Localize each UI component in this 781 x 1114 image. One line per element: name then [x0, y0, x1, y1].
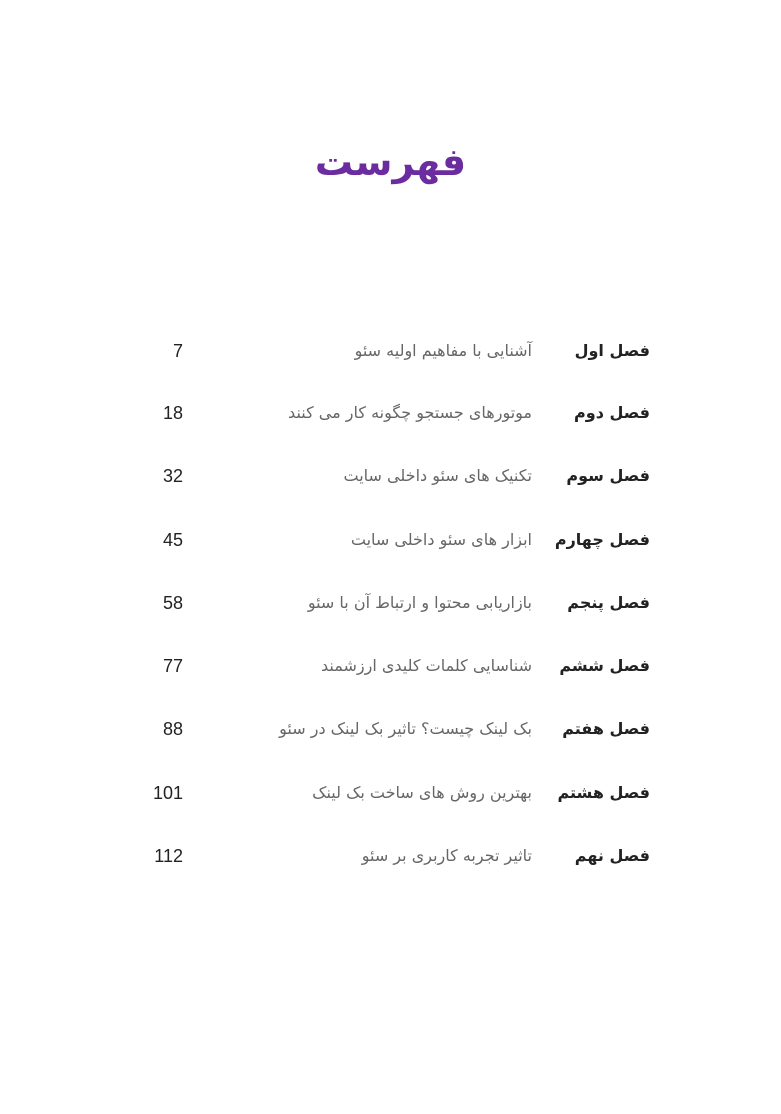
chapter-title: ابزار های سئو داخلی سایت	[350, 530, 532, 549]
toc-entry[interactable]	[0, 656, 781, 686]
page-number: 7	[172, 341, 183, 361]
chapter-label: فصل چهارم	[554, 530, 650, 549]
toc-entry[interactable]	[0, 783, 781, 813]
chapter-label: فصل هفتم	[562, 719, 650, 738]
page-number: 58	[162, 593, 183, 613]
page-number: 45	[162, 530, 183, 550]
chapter-title: موتورهای جستجو چگونه کار می کنند	[288, 403, 532, 422]
toc-entry[interactable]	[0, 719, 781, 749]
chapter-label: فصل اول	[574, 341, 650, 360]
toc-entry[interactable]	[0, 530, 781, 560]
chapter-label: فصل هشتم	[557, 783, 650, 802]
chapter-label: فصل سوم	[566, 466, 650, 485]
toc-entry[interactable]	[0, 466, 781, 496]
chapter-title: تکنیک های سئو داخلی سایت	[343, 466, 532, 485]
toc-entry[interactable]	[0, 341, 781, 371]
page-number: 101	[152, 783, 183, 803]
chapter-title: شناسایی کلمات کلیدی ارزشمند	[321, 656, 532, 675]
toc-entry[interactable]	[0, 593, 781, 623]
page-number: 32	[162, 466, 183, 486]
toc-entry[interactable]	[0, 403, 781, 433]
chapter-label: فصل نهم	[574, 846, 650, 865]
chapter-title: بازاریابی محتوا و ارتباط آن با سئو	[307, 593, 532, 612]
page-number: 112	[154, 846, 183, 866]
page-number: 18	[162, 403, 183, 423]
page-number: 88	[162, 719, 183, 739]
chapter-title: تاثیر تجربه کاربری بر سئو	[361, 846, 532, 865]
page-number: 77	[162, 656, 183, 676]
toc-entry[interactable]	[0, 846, 781, 876]
chapter-label: فصل دوم	[574, 403, 650, 422]
chapter-title: بک لینک چیست؟ تاثیر بک لینک در سئو	[279, 719, 532, 738]
chapter-title: آشنایی با مفاهیم اولیه سئو	[354, 341, 532, 360]
chapter-label: فصل ششم	[559, 656, 650, 675]
chapter-label: فصل پنجم	[567, 593, 650, 612]
page-title: فهرست	[314, 140, 467, 184]
chapter-title: بهترین روش های ساخت بک لینک	[312, 783, 532, 802]
